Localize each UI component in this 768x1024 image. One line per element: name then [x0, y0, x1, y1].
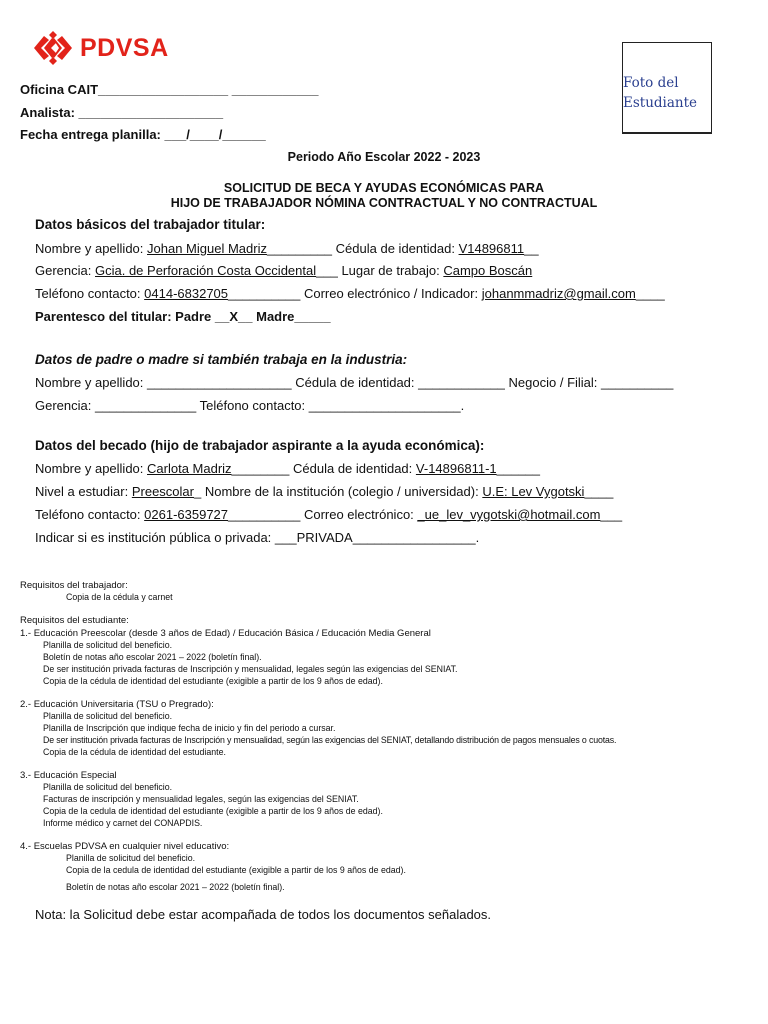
pm-nombre-blank: ____________________ [147, 375, 292, 390]
req-item: Planilla de Inscripción que indique fecha de inicio y fin del periodo a cursar. [43, 723, 336, 733]
titular-cedula-trail: __ [524, 241, 539, 256]
becado-cedula-trail: ______ [496, 461, 541, 476]
student-photo-box [622, 42, 712, 134]
becado-nivel-trail: _ [193, 484, 202, 499]
fecha-line [20, 127, 266, 142]
pm-cedula-blank: ____________ [418, 375, 505, 390]
padre-madre-nombre-row [35, 375, 673, 390]
pm-telefono-blank: _____________________. [308, 398, 465, 413]
titular-cedula-value: V14896811 [458, 241, 525, 256]
req-item: Planilla de solicitud del beneficio. [43, 782, 173, 792]
becado-telefono-label: Teléfono contacto: [35, 507, 141, 522]
pm-nombre-label: Nombre y apellido: [35, 375, 144, 390]
pdvsa-sun-icon [32, 30, 74, 66]
becado-cedula-value: V-14896811-1 [415, 461, 497, 476]
analista-line [20, 105, 223, 120]
pdvsa-logo [32, 30, 192, 68]
req-group-title: 2.- Educación Universitaria (TSU o Pregrado): [20, 699, 214, 710]
titular-lugar-value: Campo Boscán [443, 263, 533, 278]
pm-negocio-blank: __________ [601, 375, 674, 390]
titular-telefono-row [35, 286, 665, 301]
title-line-1: SOLICITUD DE BECA Y AYUDAS ECONÓMICAS PARA [223, 181, 545, 195]
becado-nivel-label: Nivel a estudiar: [35, 484, 129, 499]
becado-telefono-row [35, 507, 622, 522]
fecha-blank: ___/____/______ [164, 127, 266, 142]
req-item: Copia de la cedula de identidad del estudiante (exigible a partir de los 9 años de edad). [43, 806, 383, 816]
titular-nombre-trail: _________ [266, 241, 333, 256]
becado-section-title: Datos del becado (hijo de trabajador aspirante a la ayuda económica): [35, 438, 485, 453]
titular-lugar-label: Lugar de trabajo: [341, 263, 440, 278]
analista-label: Analista: [20, 105, 75, 120]
titular-gerencia-value: Gcia. de Perforación Costa Occidental [95, 263, 317, 278]
photo-box-label: Foto del Estudiante [623, 75, 698, 111]
req-item: De ser institución privada facturas de Inscripción y mensualidad, según las exigencias del SENIAT, detallando distribución de pagos mensuales o cuotas. [43, 735, 617, 745]
parentesco-label: Parentesco del titular: Padre [35, 309, 212, 324]
pm-cedula-label: Cédula de identidad: [295, 375, 415, 390]
req-group-title: 4.- Escuelas PDVSA en cualquier nivel educativo: [20, 841, 230, 852]
fecha-label: Fecha entrega planilla: [20, 127, 161, 142]
titular-gerencia-label: Gerencia: [35, 263, 92, 278]
pm-telefono-label: Teléfono contacto: [199, 398, 306, 413]
becado-cedula-label: Cédula de identidad: [293, 461, 413, 476]
becado-telefono-trail: __________ [228, 507, 301, 522]
becado-tipo-row [35, 530, 479, 545]
becado-institucion-label: Nombre de la institución (colegio / universidad): [204, 484, 479, 499]
padre-madre-gerencia-row [35, 398, 464, 413]
analista-blank: ____________________ [78, 105, 224, 120]
becado-correo-value: _ue_lev_vygotski@hotmail.com [417, 507, 601, 522]
becado-nivel-value: Preescolar [131, 484, 194, 499]
nota: Nota: la Solicitud debe estar acompañada de todos los documentos señalados. [35, 907, 492, 922]
req-item: De ser institución privada facturas de Inscripción y mensualidad, legales según las exigencias del SENIAT. [43, 664, 458, 674]
titular-parentesco-row [35, 309, 331, 324]
parentesco-madre-label: Madre [256, 309, 295, 324]
parentesco-padre-mark: __X__ [214, 309, 253, 324]
titular-gerencia-row [35, 263, 532, 278]
titular-telefono-trail: __________ [228, 286, 301, 301]
req-group-title: 3.- Educación Especial [20, 770, 117, 781]
req-item: Copia de la cédula de identidad del estudiante. [43, 747, 226, 757]
becado-nombre-trail: ________ [231, 461, 290, 476]
req-item: Copia de la cédula de identidad del estudiante (exigible a partir de los 9 años de edad). [43, 676, 383, 686]
becado-correo-label: Correo electrónico: [303, 507, 414, 522]
titular-section-title: Datos básicos del trabajador titular: [35, 217, 266, 232]
titular-gerencia-trail: ___ [316, 263, 338, 278]
becado-nombre-label: Nombre y apellido: [35, 461, 144, 476]
titular-cedula-label: Cédula de identidad: [335, 241, 455, 256]
pm-gerencia-label: Gerencia: [35, 398, 92, 413]
periodo: Periodo Año Escolar 2022 - 2023 [287, 150, 481, 164]
req-estudiante-title: Requisitos del estudiante: [20, 615, 129, 626]
req-item: Boletín de notas año escolar 2021 – 2022 (boletín final). [43, 652, 262, 662]
titular-nombre-value: Johan Miguel Madriz [147, 241, 267, 256]
padre-madre-section-title: Datos de padre o madre si también trabaja en la industria: [35, 352, 408, 367]
pm-gerencia-blank: ______________ [95, 398, 197, 413]
logo-text: PDVSA [80, 34, 169, 62]
becado-telefono-value: 0261-6359727 [144, 507, 229, 522]
req-item: Copia de la cedula de identidad del estudiante (exigible a partir de los 9 años de edad). [66, 865, 406, 875]
titular-correo-trail: ____ [635, 286, 665, 301]
becado-tipo-value: ___PRIVADA_________________. [274, 530, 480, 545]
becado-nombre-value: Carlota Madriz [147, 461, 232, 476]
req-item: Informe médico y carnet del CONAPDIS. [43, 818, 203, 828]
req-item: Planilla de solicitud del beneficio. [43, 711, 173, 721]
req-item: Planilla de solicitud del beneficio. [43, 640, 173, 650]
oficina-label: Oficina CAIT [20, 82, 99, 97]
becado-institucion-trail: ____ [584, 484, 614, 499]
req-trabajador-item: Copia de la cédula y carnet [66, 592, 173, 602]
becado-tipo-label: Indicar si es institución pública o privada: [35, 530, 272, 545]
parentesco-madre-mark: _____ [294, 309, 331, 324]
becado-nombre-row [35, 461, 540, 476]
titular-correo-value: johanmmadriz@gmail.com [481, 286, 636, 301]
titular-telefono-value: 0414-6832705 [144, 286, 229, 301]
req-trabajador-title: Requisitos del trabajador: [20, 580, 128, 591]
oficina-blank: __________________ ____________ [98, 82, 319, 97]
req-group-title: 1.- Educación Preescolar (desde 3 años de Edad) / Educación Básica / Educación Media General [20, 628, 431, 639]
title-line-2: HIJO DE TRABAJADOR NÓMINA CONTRACTUAL Y NO CONTRACTUAL [170, 196, 598, 210]
becado-nivel-row [35, 484, 613, 499]
titular-telefono-label: Teléfono contacto: [35, 286, 141, 301]
pm-negocio-label: Negocio / Filial: [508, 375, 598, 390]
titular-correo-label: Correo electrónico / Indicador: [303, 286, 479, 301]
req-item: Facturas de inscripción y mensualidad legales, según las exigencias del SENIAT. [43, 794, 359, 804]
becado-correo-trail: ___ [600, 507, 623, 522]
req-item: Boletín de notas año escolar 2021 – 2022 (boletín final). [66, 882, 285, 892]
titular-nombre-label: Nombre y apellido: [35, 241, 144, 256]
becado-institucion-value: U.E: Lev Vygotski [482, 484, 585, 499]
titular-nombre-row [35, 241, 539, 256]
req-item: Planilla de solicitud del beneficio. [66, 853, 196, 863]
oficina-line [20, 82, 319, 97]
